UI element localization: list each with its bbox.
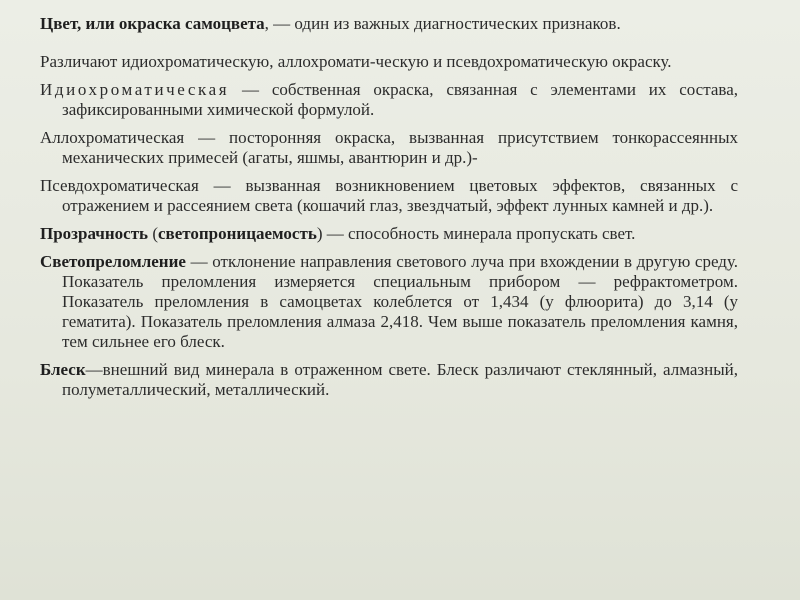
term-light-permeability: светопроницаемость [157, 224, 317, 243]
term-transparency: Прозрачность [40, 224, 149, 243]
paragraph-transparency-open-paren: ( [148, 224, 158, 243]
slide-text-body [40, 14, 738, 400]
paragraph-idiochromatic-text: — собственная окраска, связанная с элементами их состава, зафиксированными химической формулой. [62, 80, 738, 119]
paragraph-pseudochromatic: Псевдохроматическая — вызванная возникновением цветовых эффектов, связанных с отражением и рассеянием света (кошачий глаз, звездчатый, эффект лунных камней и др.). [40, 176, 738, 215]
paragraph-luster-text: —внешний вид минерала в отраженном свете. Блеск различают стеклянный, алмазный, полуметаллический, металлический. [62, 360, 738, 399]
paragraph-refraction-text: — отклонение направления светового луча при вхождении в другую среду. Показатель преломления измеряется специальным прибором — рефрактометром. Показатель преломления в самоцветах колеблется от 1,434 (у флюорита) до 3,14 (у гематита). Показатель преломления алмаза 2,418. Чем выше показатель преломления камня, тем сильнее его блеск. [62, 252, 738, 351]
paragraph-idiochromatic [40, 80, 738, 120]
term-idiochromatic: Идиохроматическая [40, 80, 230, 99]
term-color: Цвет, или окраска самоцвета [40, 14, 265, 33]
paragraph-transparency [40, 224, 738, 244]
paragraph-color [40, 14, 738, 34]
term-refraction: Светопреломление [40, 252, 186, 271]
paragraph-allochromatic: Аллохроматическая — посторонняя окраска, вызванная присутствием тонкорассеянных механических примесей (агаты, яшмы, авантюрин и др.)- [40, 128, 738, 167]
paragraph-transparency-text: ) — способность минерала пропускать свет. [316, 224, 636, 243]
paragraph-color-text: , — один из важных диагностических признаков. [264, 14, 621, 33]
paragraph-refraction [40, 252, 738, 352]
paragraph-luster [40, 360, 738, 400]
term-luster: Блеск [40, 360, 86, 379]
paragraph-coloring-types: Различают идиохроматическую, аллохромати-ческую и псевдохроматическую окраску. [40, 52, 672, 71]
